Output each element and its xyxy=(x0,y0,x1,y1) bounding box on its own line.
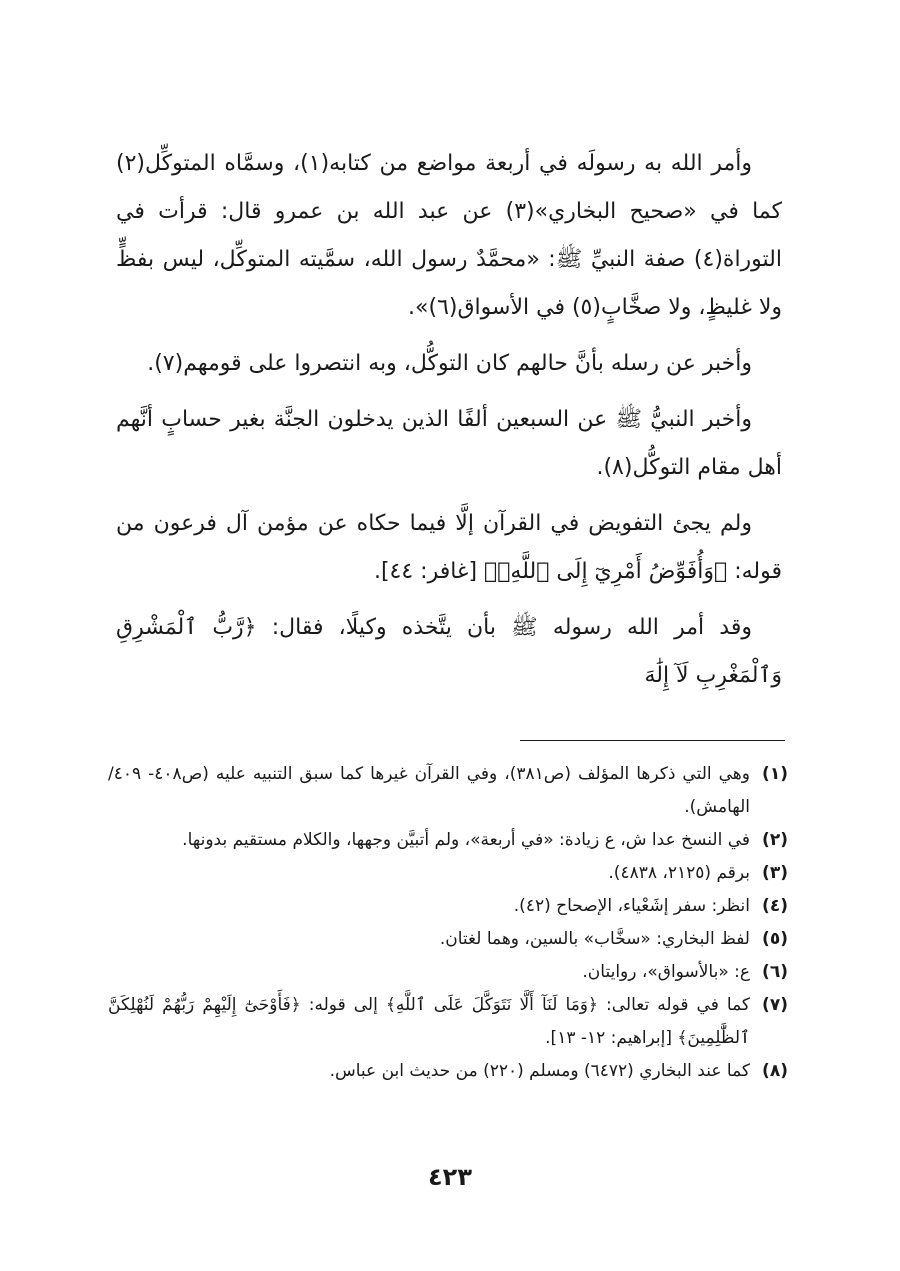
paragraph-2: وأخبر عن رسله بأنَّ حالهم كان التوكُّل، وبه انتصروا على قومهم(٧). xyxy=(147,351,752,376)
footnote-text: في النسخ عدا ش، ع زيادة: «في أربعة»، ولم أتبيَّن وجهها، والكلام مستقيم بدونها. xyxy=(182,830,750,850)
footnote-1 xyxy=(108,758,788,824)
footnote-6 xyxy=(108,956,788,989)
footnote-text: برقم (٢١٢٥، ٤٨٣٨). xyxy=(608,863,750,883)
page-number: ٤٢٣ xyxy=(428,1163,472,1191)
footnote-number: (٢) xyxy=(762,830,788,850)
paragraph-1: وأمر الله به رسولَه في أربعة مواضع من كتابه(١)، وسمَّاه المتوكِّل(٢) كما في «صحيح البخاري»(٣) عن عبد الله بن عمرو قال: قرأت في التوراة(٤) صفة النبيِّ ﷺ: «محمَّدٌ رسول الله، سمَّيته المتوكِّل، ليس بفظٍّ ولا غليظٍ، ولا صخَّابٍ(٥) في الأسواق(٦)». xyxy=(116,151,782,320)
footnote-number: (٣) xyxy=(762,863,788,883)
footnote-number: (٤) xyxy=(762,896,788,916)
footnote-3 xyxy=(108,857,788,890)
footnote-8 xyxy=(108,1055,788,1088)
footnote-number: (٥) xyxy=(762,929,788,949)
footnote-7 xyxy=(108,989,788,1055)
footnote-5 xyxy=(108,923,788,956)
footnotes xyxy=(108,758,788,1088)
footnote-number: (١) xyxy=(762,764,788,784)
paragraph-5: وقد أمر الله رسوله ﷺ بأن يتَّخذه وكيلًا، فقال: ﴿رَّبُّ ٱلْمَشْرِقِ وَٱلْمَغْرِبِ لَآ إِلَٰهَ xyxy=(116,615,782,688)
paragraph-3: وأخبر النبيُّ ﷺ عن السبعين ألفًا الذين يدخلون الجنَّة بغير حسابٍ أنَّهم أهل مقام التوكُّل(٨). xyxy=(116,407,782,480)
footnote-4 xyxy=(108,890,788,923)
footnote-text: كما في قوله تعالى: ﴿وَمَا لَنَآ أَلَّا نَتَوَكَّلَ عَلَى ٱللَّهِ﴾ إلى قوله: ﴿فَأَوْحَىٰٓ إِلَيْهِمْ رَبُّهُمْ لَنُهْلِكَنَّ ٱلظَّٰلِمِينَ﴾ [إبراهيم: ١٢- ١٣]. xyxy=(108,995,750,1048)
footnote-text: ع: «بالأسواق»، روايتان. xyxy=(582,962,750,982)
footnote-text: وهي التي ذكرها المؤلف (ص٣٨١)، وفي القرآن غيرها كما سبق التنبيه عليه (ص٤٠٨- ٤٠٩/ الهامش). xyxy=(108,764,750,817)
footnote-number: (٨) xyxy=(762,1061,788,1081)
paragraph-4: ولم يجئ التفويض في القرآن إلَّا فيما حكاه عن مؤمن آل فرعون من قوله: ﴿وَأُفَوِّضُ أَمْرِيٓ إِلَى ٱللَّهِۚ﴾ [غافر: ٤٤]. xyxy=(116,511,782,584)
footnote-number: (٧) xyxy=(762,995,788,1015)
footnote-text: كما عند البخاري (٦٤٧٢) ومسلم (٢٢٠) من حديث ابن عباس. xyxy=(329,1061,750,1081)
footnote-divider xyxy=(520,740,785,741)
main-text xyxy=(116,140,782,708)
footnote-number: (٦) xyxy=(762,962,788,982)
footnote-2 xyxy=(108,824,788,857)
footnote-text: لفظ البخاري: «سخَّاب» بالسين، وهما لغتان. xyxy=(439,929,750,949)
footnote-text: انظر: سفر إشَعْياء، الإصحاح (٤٢). xyxy=(513,896,750,916)
